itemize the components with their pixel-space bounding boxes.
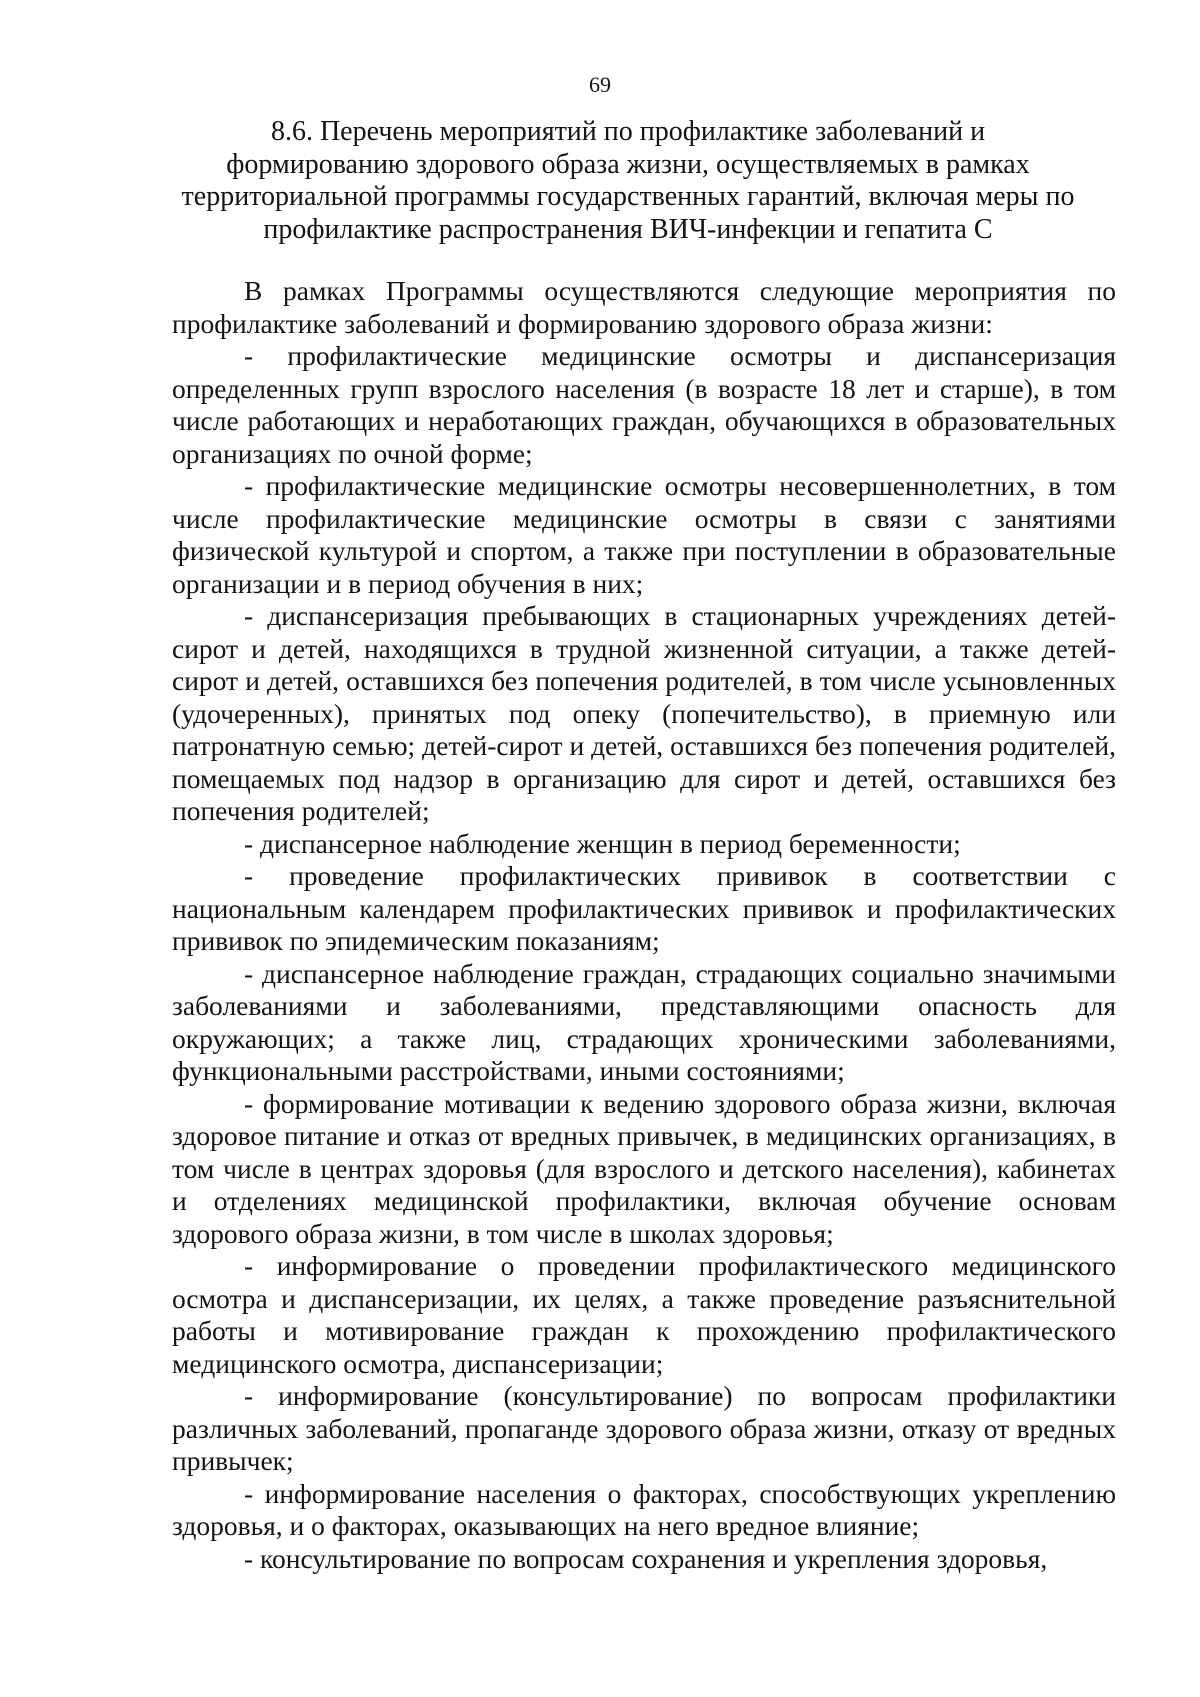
list-item: - информирование (консультирование) по вопросам профилактики различных заболеваний, пропаганде здорового образа жизни, отказу от вредных привычек; (172, 1380, 1116, 1476)
list-item: - профилактические медицинские осмотры и диспансеризация определенных групп взрослого населения (в возрасте 18 лет и старше), в том числе работающих и неработающих граждан, обучающихся в образовательных организациях по очной форме; (172, 340, 1116, 469)
list-item: - диспансеризация пребывающих в стационарных учреждениях детей-сирот и детей, находящихся в трудной жизненной ситуации, а также детей-сирот и детей, оставшихся без попечения родителей, в том числе усыновленных (удочеренных), принятых под опеку (попечительство), в приемную или патронатную семью; детей-сирот и детей, оставшихся без попечения родителей, помещаемых под надзор в организацию для сирот и детей, оставшихся без попечения родителей; (172, 600, 1116, 826)
page-number: 69 (589, 72, 611, 97)
intro-paragraph: В рамках Программы осуществляются следующие мероприятия по профилактике заболеваний и формированию здорового образа жизни: (172, 275, 1116, 339)
list-item: - диспансерное наблюдение граждан, страдающих социально значимыми заболеваниями и заболеваниями, представляющими опасность для окружающих; а также лиц, страдающих хроническими заболеваниями, функциональными расстройствами, иными состояниями; (172, 957, 1116, 1086)
heading-line: формированию здорового образа жизни, осуществляемых в рамках (226, 148, 1030, 180)
heading-line: территориальной программы государственных гарантий, включая меры по (181, 181, 1075, 212)
heading-line: 8.6. Перечень мероприятий по профилактике заболеваний и (270, 116, 986, 147)
list-item: - проведение профилактических прививок в соответствии с национальным календарем профилактических прививок и профилактических прививок по эпидемическим показаниям; (172, 860, 1116, 956)
list-item: - информирование о проведении профилактического медицинского осмотра и диспансеризации, их целях, а также проведение разъяснительной работы и мотивирование граждан к прохождению профилактического медицинского осмотра, диспансеризации; (172, 1250, 1116, 1379)
section-heading (168, 116, 1088, 246)
list-item: - диспансерное наблюдение женщин в период беременности; (244, 827, 961, 859)
list-item: - профилактические медицинские осмотры несовершеннолетних, в том числе профилактические медицинские осмотры в связи с занятиями физической культурой и спортом, а также при поступлении в образовательные организации и в период обучения в них; (172, 470, 1116, 599)
list-item: - консультирование по вопросам сохранения и укрепления здоровья, (244, 1542, 1048, 1574)
list-item: - формирование мотивации к ведению здорового образа жизни, включая здоровое питание и отказ от вредных привычек, в медицинских организациях, в том числе в центрах здоровья (для взрослого и детского населения), кабинетах и отделениях медицинской профилактики, включая обучение основам здорового образа жизни, в том числе в школах здоровья; (172, 1087, 1116, 1249)
body-text (172, 275, 1116, 1575)
list-item: - информирование населения о факторах, способствующих укреплению здоровья, и о факторах, оказывающих на него вредное влияние; (172, 1477, 1116, 1541)
heading-line: профилактике распространения ВИЧ-инфекции и гепатита С (263, 213, 993, 245)
